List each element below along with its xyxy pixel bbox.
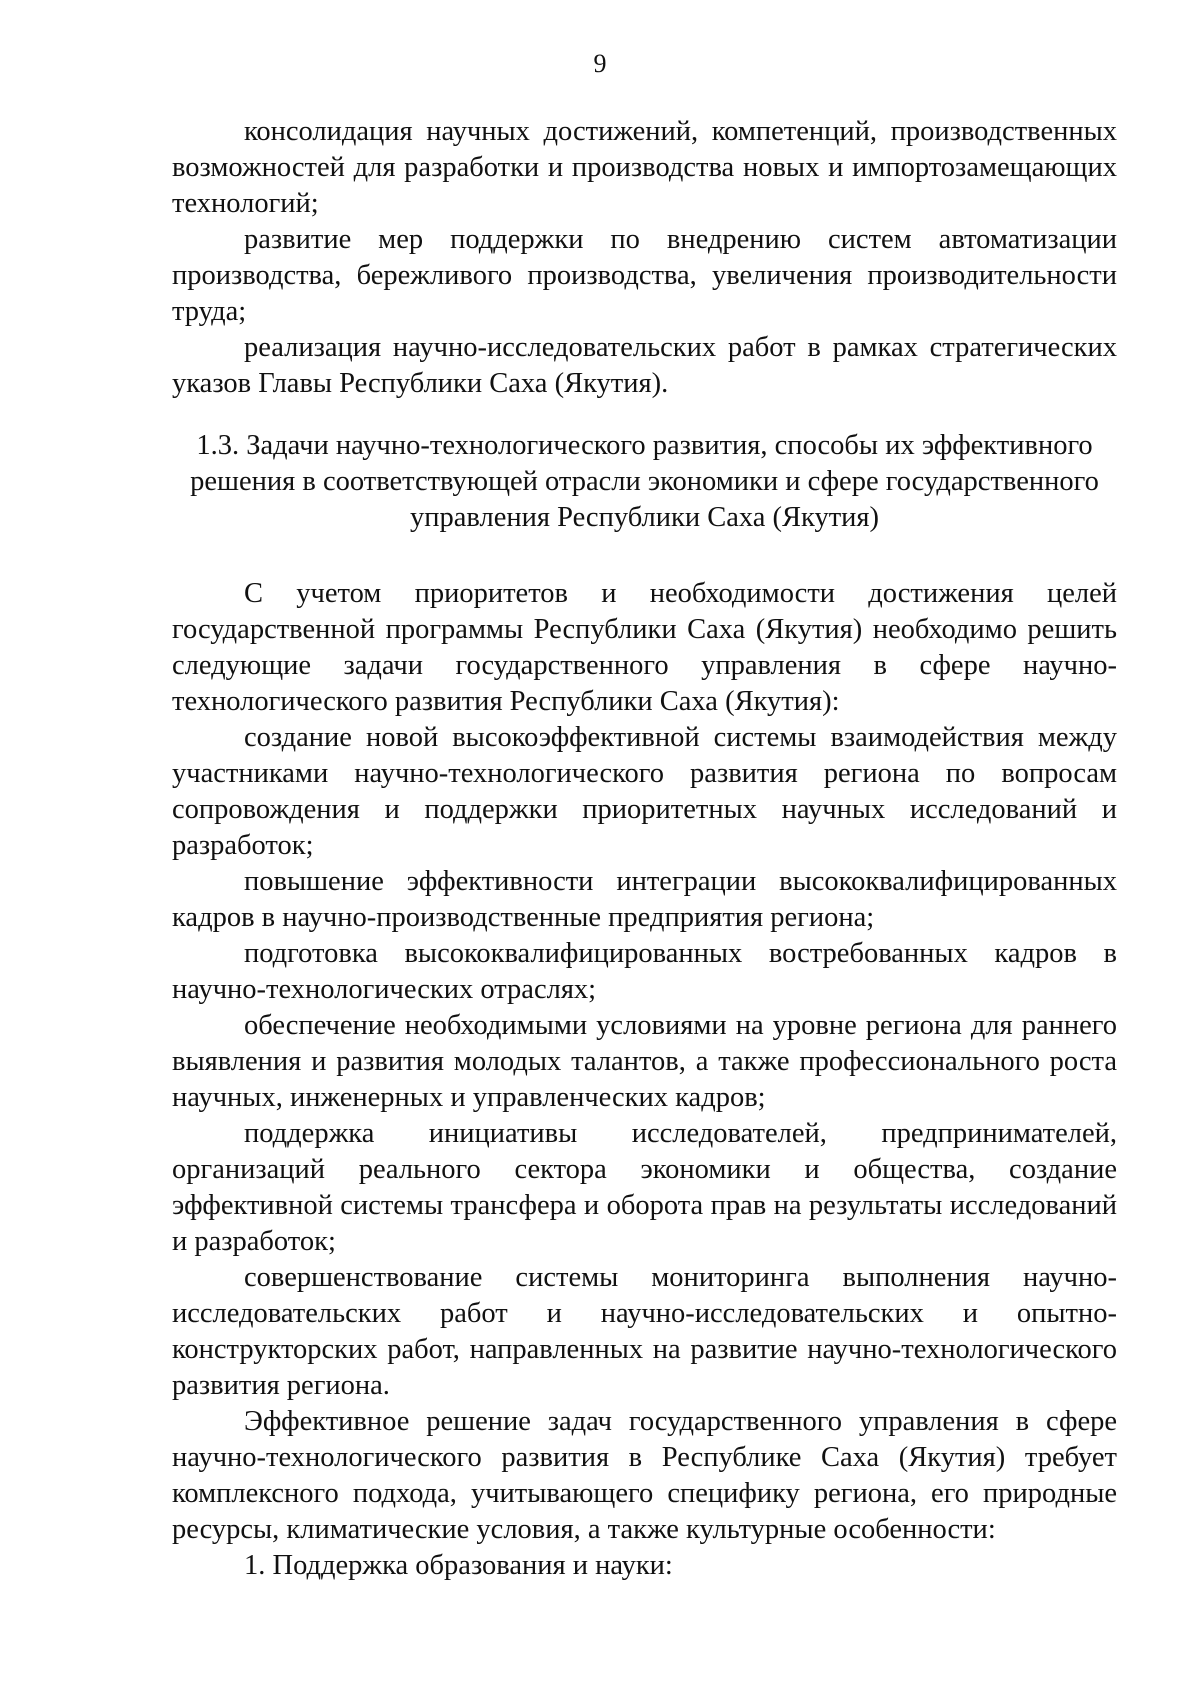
paragraph-intro: С учетом приоритетов и необходимости достижения целей государственной программы Республики Саха (Якутия) необходимо решить следующие задачи государственного управления в сфере научно-технологического развития Республики Саха (Якутия): <box>172 578 1117 717</box>
paragraph-monitoring: совершенствование системы мониторинга выполнения научно-исследовательских работ и научно-исследовательских и опытно-конструкторских работ, направленных на развитие научно-технологического развития региона. <box>172 1262 1117 1401</box>
paragraph-talents: обеспечение необходимыми условиями на уровне региона для раннего выявления и развития молодых талантов, а также профессионального роста научных, инженерных и управленческих кадров; <box>172 1010 1117 1113</box>
paragraph-education-support: 1. Поддержка образования и науки: <box>244 1550 673 1581</box>
document-body <box>172 114 1117 1584</box>
paragraph-interaction-system: создание новой высокоэффективной системы взаимодействия между участниками научно-технологического развития региона по вопросам сопровождения и поддержки приоритетных научных исследований и разработок; <box>172 722 1117 861</box>
paragraph-consolidation: консолидация научных достижений, компетенций, производственных возможностей для разработки и производства новых и импортозамещающих технологий; <box>172 116 1117 219</box>
paragraph-automation-support: развитие мер поддержки по внедрению систем автоматизации производства, бережливого производства, увеличения производительности труда; <box>172 224 1117 327</box>
paragraph-research-implementation: реализация научно-исследовательских работ в рамках стратегических указов Главы Республики Саха (Якутия). <box>172 332 1117 399</box>
page-number: 9 <box>593 49 607 78</box>
paragraph-training: подготовка высококвалифицированных востребованных кадров в научно-технологических отраслях; <box>172 938 1117 1005</box>
section-heading: 1.3. Задачи научно-технологического развития, способы их эффективного решения в соответствующей отрасли экономики и сфере государственного управления Республики Саха (Якутия) <box>190 430 1099 533</box>
paragraph-initiative-support: поддержка инициативы исследователей, предпринимателей, организаций реального сектора экономики и общества, создание эффективной системы трансфера и оборота прав на результаты исследований и разработок; <box>172 1118 1117 1257</box>
paragraph-effective-solution: Эффективное решение задач государственного управления в сфере научно-технологического развития в Республике Саха (Якутия) требует комплексного подхода, учитывающего специфику региона, его природные ресурсы, климатические условия, а также культурные особенности: <box>172 1406 1117 1545</box>
paragraph-integration-efficiency: повышение эффективности интеграции высококвалифицированных кадров в научно-производственные предприятия региона; <box>172 866 1117 933</box>
